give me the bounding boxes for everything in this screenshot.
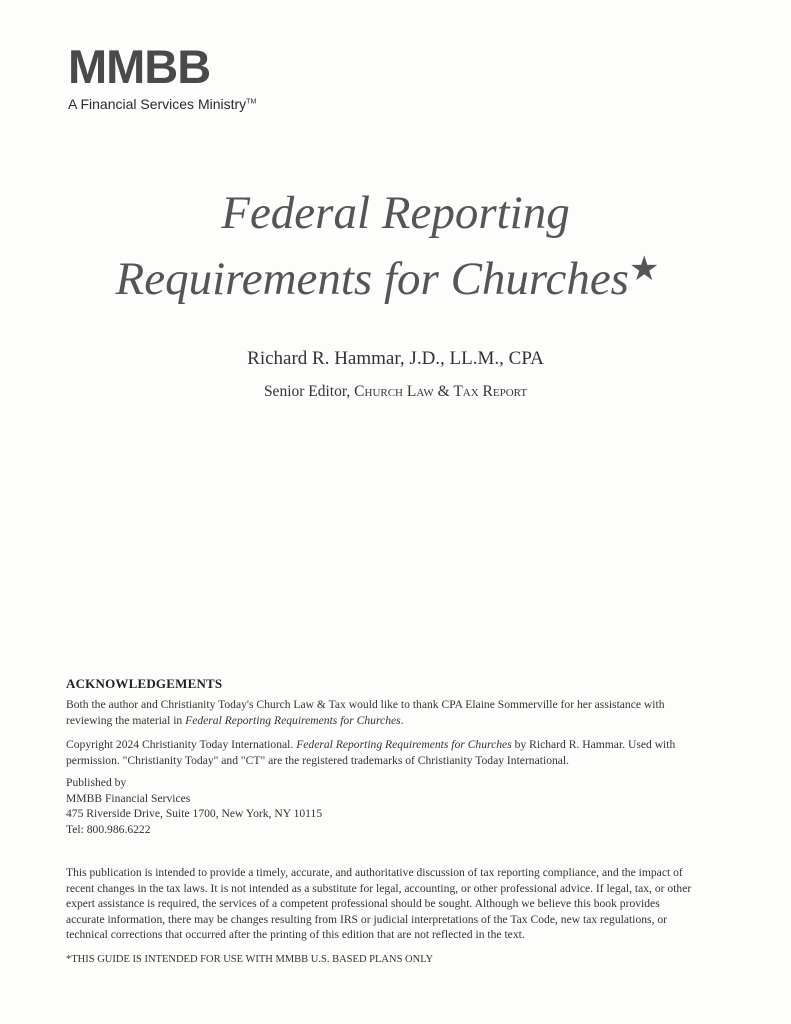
disclaimer-paragraph: This publication is intended to provide a timely, accurate, and authoritative discussion of tax reporting compliance, and the impact of recent changes in the tax laws. It is not intended as a substitute for legal, accounting, or other professional advice. If legal, tax, or other expert assistance is required, the services of a competent professional should be sought. Although we believe this book provides accurate information, there may be changes resulting from IRS or judicial interpretations of the Tax Code, new tax regulations, or technical corrections that occurred after the printing of this edition that are not reflected in the text. [66,866,692,941]
logo-tagline: A Financial Services Ministry™ [68,96,257,112]
publisher-label: Published by [66,776,127,789]
title-line-1: Federal Reporting [221,187,570,239]
copyright-paragraph: Copyright 2024 Christianity Today International. Federal Reporting Requirements for Churches by Richard R. Hammar. Used with permission. "Christianity Today" and "CT" are the registered trademarks of Christianity Today International. [66,738,676,767]
publisher-name: MMBB Financial Services [66,791,191,805]
acknowledgements-paragraph: Both the author and Christianity Today's Church Law & Tax would like to thank CPA Elaine Sommerville for her assistance with reviewing the material in Federal Reporting Requirements for Churches. [66,698,665,727]
publisher-address: 475 Riverside Drive, Suite 1700, New York, NY 10115 [66,807,323,820]
usage-footnote: *THIS GUIDE IS INTENDED FOR USE WITH MMBB U.S. BASED PLANS ONLY [66,954,434,965]
asterisk-star-icon: ★ [628,251,660,288]
author-role: Senior Editor, Church Law & Tax Report [263,383,528,400]
title-line-2: Requirements for Churches★ [115,251,660,305]
mmbb-logo: MMBB [68,40,211,93]
trademark-mark: TM [246,98,257,106]
publication-name: Church Law & Tax Report [354,383,528,400]
author-name: Richard R. Hammar, J.D., LL.M., CPA [247,348,544,369]
publisher-block [66,775,706,837]
acknowledgements-heading: ACKNOWLEDGEMENTS [66,676,223,691]
publisher-phone: Tel: 800.986.6222 [66,822,151,836]
